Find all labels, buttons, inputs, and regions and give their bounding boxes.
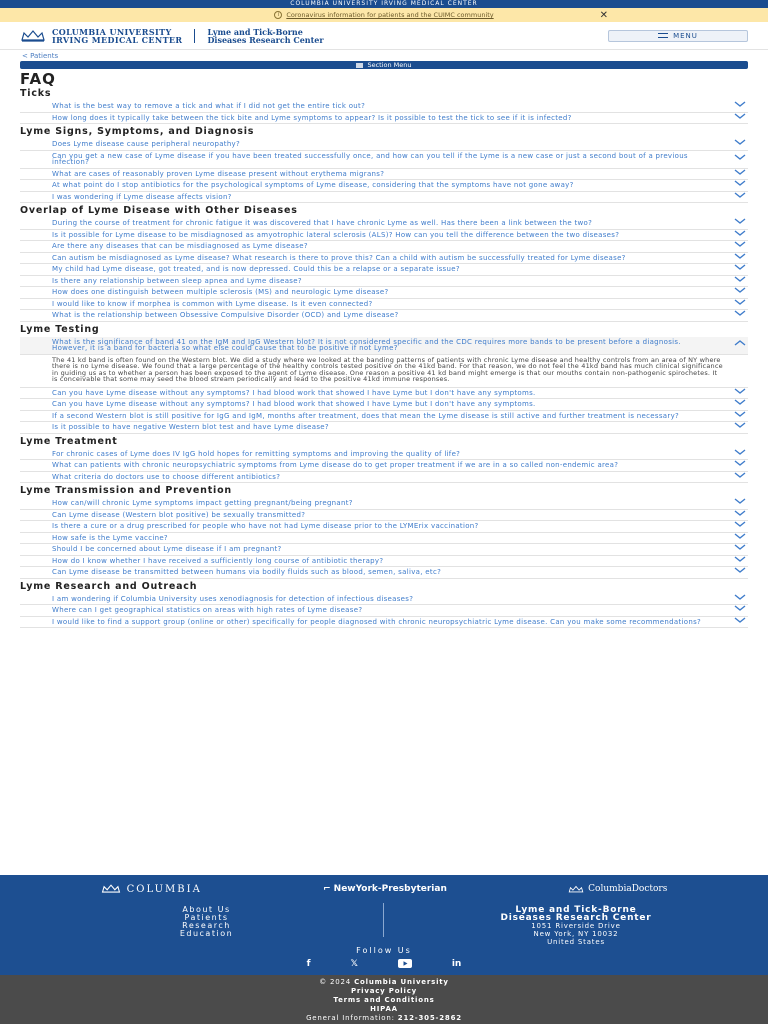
faq-question-text: For chronic cases of Lyme does IV IgG hold hopes for remitting symptoms and improving the quality of life? xyxy=(52,449,461,458)
follow-us-label: Follow Us xyxy=(356,946,412,955)
faq-category-heading: Lyme Transmission and Prevention xyxy=(20,485,232,496)
chevron-up-icon[interactable] xyxy=(734,340,742,348)
chevron-down-icon[interactable] xyxy=(734,533,742,541)
faq-category-heading: Ticks xyxy=(20,88,52,99)
linkedin-icon[interactable]: in xyxy=(451,959,462,969)
copyright: © 2024 Columbia University xyxy=(319,978,449,986)
chevron-down-icon[interactable] xyxy=(734,241,742,249)
crown-icon xyxy=(568,885,584,894)
faq-question[interactable] xyxy=(20,192,748,204)
faq-question[interactable] xyxy=(20,180,748,192)
faq-question-text: What is the best way to remove a tick and what if I did not get the entire tick out? xyxy=(52,102,366,110)
faq-question[interactable] xyxy=(20,337,748,355)
faq-question-text: I would like to know if morphea is common with Lyme disease. Is it even connected? xyxy=(52,299,373,308)
faq-question-text: During the course of treatment for chronic fatigue it was discovered that I have chronic Lyme as well. Has there been a link between the two? xyxy=(52,219,593,227)
terms-link[interactable]: Terms and Conditions xyxy=(333,996,435,1004)
faq-question[interactable] xyxy=(20,218,748,230)
chevron-down-icon[interactable] xyxy=(734,594,742,602)
info-icon: i xyxy=(274,11,282,19)
chevron-down-icon[interactable] xyxy=(734,556,742,564)
faq-category-heading: Lyme Research and Outreach xyxy=(20,580,198,592)
crown-icon[interactable] xyxy=(20,30,46,42)
faq-question-text: How safe is the Lyme vaccine? xyxy=(52,533,168,542)
faq-question-text: How can/will chronic Lyme symptoms impact getting pregnant/being pregnant? xyxy=(52,499,353,507)
chevron-down-icon[interactable] xyxy=(734,287,742,295)
chevron-down-icon[interactable] xyxy=(734,460,742,468)
faq-question[interactable] xyxy=(20,299,748,311)
faq-question-text: How do I know whether I have received a sufficiently long course of antibiotic therapy? xyxy=(52,556,384,565)
faq-category-heading: Overlap of Lyme Disease with Other Diseases xyxy=(20,205,298,216)
footer-columbia-logo[interactable]: COLUMBIA xyxy=(101,884,202,895)
chevron-down-icon[interactable] xyxy=(734,498,742,506)
faq-question[interactable] xyxy=(20,533,748,545)
footer-link-research[interactable]: Research xyxy=(182,921,231,930)
center-name[interactable]: Lyme and Tick-Borne Diseases Research Center xyxy=(207,26,324,45)
footer-address: Lyme and Tick-Borne Diseases Research Center 1051 Riverside Drive New York, NY 10032 United States xyxy=(500,905,652,946)
faq-question[interactable] xyxy=(20,151,748,169)
faq-question[interactable] xyxy=(20,287,748,299)
chevron-down-icon[interactable] xyxy=(734,192,742,200)
faq-question-text: How long does it typically take between the tick bite and Lyme symptoms to appear? Is it possible to test the tick to see if it is infected? xyxy=(52,113,572,122)
faq-category-heading: Lyme Treatment xyxy=(20,435,118,447)
header-divider xyxy=(194,29,195,43)
faq-question[interactable] xyxy=(20,510,748,522)
hamburger-icon xyxy=(658,33,668,38)
faq-question[interactable] xyxy=(20,241,748,253)
faq-question-text: Is it possible to have negative Western blot test and have Lyme disease? xyxy=(52,423,329,431)
faq-question[interactable] xyxy=(20,264,748,276)
youtube-icon[interactable] xyxy=(398,959,412,971)
chevron-down-icon[interactable] xyxy=(734,449,742,457)
nyp-mark-icon: ⌐ xyxy=(323,884,331,894)
footer-link-education[interactable]: Education xyxy=(179,929,234,938)
faq-question-text: What is the relationship between Obsessive Compulsive Disorder (OCD) and Lyme disease? xyxy=(52,311,399,319)
chevron-down-icon[interactable] xyxy=(734,567,742,575)
faq-question-text: Can Lyme disease (Western blot positive) be sexually transmitted? xyxy=(52,510,306,519)
faq-question-text: Can you have Lyme disease without any symptoms? I had blood work that showed I have Lyme but I don't have any symptoms. xyxy=(52,388,536,397)
chevron-down-icon[interactable] xyxy=(734,510,742,518)
x-twitter-icon[interactable]: 𝕏 xyxy=(350,959,358,969)
page-title: FAQ xyxy=(20,70,56,88)
faq-category-heading: Lyme Signs, Symptoms, and Diagnosis xyxy=(20,126,255,137)
chevron-down-icon[interactable] xyxy=(734,253,742,261)
chevron-down-icon[interactable] xyxy=(734,154,742,162)
crown-icon xyxy=(101,884,121,894)
chevron-down-icon[interactable] xyxy=(734,113,742,121)
faq-question-text: What criteria do doctors use to choose different antibiotics? xyxy=(52,472,281,481)
menu-icon xyxy=(356,63,363,68)
chevron-down-icon[interactable] xyxy=(734,264,742,272)
faq-question-text: Does Lyme disease cause peripheral neuropathy? xyxy=(52,140,241,148)
faq-question-text: Where can I get geographical statistics on areas with high rates of Lyme disease? xyxy=(52,606,363,614)
faq-question[interactable] xyxy=(20,605,748,617)
faq-question[interactable] xyxy=(20,617,748,629)
faq-question-text: Are there any diseases that can be misdiagnosed as Lyme disease? xyxy=(52,242,308,250)
faq-question-text: What are cases of reasonably proven Lyme disease present without erythema migrans? xyxy=(52,169,385,178)
chevron-down-icon[interactable] xyxy=(734,299,742,307)
chevron-down-icon[interactable] xyxy=(734,521,742,529)
faq-question-text: Is there a cure or a drug prescribed for people who have not had Lyme disease prior to the LYMErix vaccination? xyxy=(52,522,479,530)
faq-question-text: Can you get a new case of Lyme disease if you have been treated successfully once, and how can you tell if the Lyme is a new case or just a second bout of a previous infection? xyxy=(52,151,688,166)
faq-question-text: Can Lyme disease be transmitted between humans via bodily fluids such as blood, semen, saliva, etc? xyxy=(52,568,442,576)
chevron-down-icon[interactable] xyxy=(734,388,742,396)
privacy-policy-link[interactable]: Privacy Policy xyxy=(350,987,418,995)
faq-question[interactable] xyxy=(20,139,748,151)
chevron-down-icon[interactable] xyxy=(734,472,742,480)
faq-question[interactable] xyxy=(20,521,748,533)
chevron-down-icon[interactable] xyxy=(734,544,742,552)
faq-answer: The 41 kd band is often found on the Western blot. We did a study where we looked at the banding patterns of patients with chronic Lyme disease and healthy controls from an area of NY where there is no Lyme disease. We found that a large percentage of the healthy controls tested positive on the 41kd band. For that reason, we do not feel the 41kd band has much clinical significance in guiding us as to whether a person has been exposed to the agent of Lyme disease. One reason a positive 41 kd band might emerge is that our mouths contain non-pathogenic spirochetes. It is conceivable that some may seed the blood stream periodically and lead to the positive 41kd immune responses. xyxy=(20,355,748,388)
menu-button[interactable]: MENU xyxy=(608,30,748,42)
chevron-down-icon[interactable] xyxy=(734,310,742,318)
faq-category-heading: Lyme Testing xyxy=(20,323,100,335)
faq-question-text: I am wondering if Columbia University uses xenodiagnosis for detection of infectious diseases? xyxy=(52,594,414,603)
hipaa-link[interactable]: HIPAA xyxy=(370,1005,398,1013)
faq-question[interactable] xyxy=(20,310,748,322)
faq-question-text: How does one distinguish between multiple sclerosis (MS) and neurologic Lyme disease? xyxy=(52,288,389,296)
faq-question-text: I would like to find a support group (online or other) specifically for people diagnosed with chronic neuropsychiatric Lyme disease. Can you make some recommendations? xyxy=(52,617,702,626)
faq-question[interactable] xyxy=(20,169,748,181)
faq-question-text: If a second Western blot is still positive for IgG and IgM, months after treatment, does that mean the Lyme disease is still active and further treatment is necessary? xyxy=(52,411,680,420)
facebook-icon[interactable]: f xyxy=(306,959,311,969)
faq-question[interactable] xyxy=(20,276,748,288)
faq-question[interactable] xyxy=(20,498,748,510)
faq-question-text: What can patients with chronic neuropsychiatric symptoms from Lyme disease do to get proper treatment if we are in a so called non-endemic area? xyxy=(52,461,619,469)
chevron-down-icon[interactable] xyxy=(734,411,742,419)
faq-question[interactable] xyxy=(20,594,748,606)
social-links xyxy=(0,959,768,971)
top-strip: COLUMBIA UNIVERSITY IRVING MEDICAL CENTER xyxy=(0,0,768,8)
footer-link-patients[interactable]: Patients xyxy=(184,913,229,922)
faq-question[interactable] xyxy=(20,422,748,434)
faq-question[interactable] xyxy=(20,472,748,484)
footer-nyp-logo[interactable]: ⌐ NewYork-Presbyterian xyxy=(323,884,447,894)
chevron-down-icon[interactable] xyxy=(734,605,742,613)
faq-question-text: My child had Lyme disease, got treated, and is now depressed. Could this be a relapse or a separate issue? xyxy=(52,265,460,273)
faq-question[interactable] xyxy=(20,113,748,125)
chevron-down-icon[interactable] xyxy=(734,180,742,188)
chevron-down-icon[interactable] xyxy=(734,230,742,238)
legal-footer xyxy=(0,975,768,1024)
faq-question-text: Can you have Lyme disease without any symptoms? I had blood work that showed I have Lyme but I don't have any symptoms. xyxy=(52,400,536,408)
chevron-down-icon[interactable] xyxy=(734,422,742,430)
breadcrumb-patients[interactable]: < Patients xyxy=(22,52,59,60)
chevron-down-icon[interactable] xyxy=(734,169,742,177)
faq-question[interactable] xyxy=(20,544,748,556)
faq-question-text: Can autism be misdiagnosed as Lyme disease? What research is there to prove this? Can a child with autism be successfully treated for Lyme disease? xyxy=(52,253,626,262)
section-menu-button[interactable]: Section Menu xyxy=(20,61,748,69)
footer-link-about[interactable]: About Us xyxy=(182,905,231,914)
faq-question-text: What is the significance of band 41 on the IgM and IgG Western blot? It is not considered specific and the CDC requires more bands to be present before a diagnosis. However, it is a band for bacteria so what else could cause that to be positive if not Lyme? xyxy=(52,337,681,352)
site-header xyxy=(0,22,768,50)
faq-question[interactable] xyxy=(20,460,748,472)
faq-question[interactable] xyxy=(20,230,748,242)
faq-question[interactable] xyxy=(20,101,748,113)
chevron-down-icon[interactable] xyxy=(734,617,742,625)
chevron-down-icon[interactable] xyxy=(734,218,742,226)
faq-question[interactable] xyxy=(20,388,748,400)
chevron-down-icon[interactable] xyxy=(734,399,742,407)
faq-question[interactable] xyxy=(20,567,748,579)
faq-question[interactable] xyxy=(20,399,748,411)
footer-columbiadoctors-logo[interactable]: ColumbiaDoctors xyxy=(568,884,667,894)
site-footer xyxy=(0,875,768,975)
chevron-down-icon[interactable] xyxy=(734,101,742,109)
faq-question[interactable] xyxy=(20,449,748,461)
faq-question[interactable] xyxy=(20,411,748,423)
faq-question-text: Should I be concerned about Lyme disease if I am pregnant? xyxy=(52,545,282,553)
chevron-down-icon[interactable] xyxy=(734,139,742,147)
covid-banner[interactable] xyxy=(0,8,768,22)
faq-question-text: I was wondering if Lyme disease affects vision? xyxy=(52,192,232,201)
general-info: General Information: 212-305-2862 xyxy=(306,1014,462,1022)
faq-question[interactable] xyxy=(20,556,748,568)
covid-banner-text[interactable]: Coronavirus information for patients and the CUIMC community xyxy=(286,11,494,19)
faq-question-text: At what point do I stop antibiotics for the psychological symptoms of Lyme disease, considering that the symptoms have not gone away? xyxy=(52,181,574,189)
university-brand[interactable]: COLUMBIA UNIVERSITY IRVING MEDICAL CENTER xyxy=(52,26,183,45)
footer-links xyxy=(0,903,383,943)
faq-content xyxy=(0,72,768,628)
faq-question[interactable] xyxy=(20,253,748,265)
general-info-phone[interactable]: 212-305-2862 xyxy=(397,1014,462,1022)
chevron-down-icon[interactable] xyxy=(734,276,742,284)
close-icon[interactable]: ✕ xyxy=(599,9,608,21)
faq-question-text: Is there any relationship between sleep apnea and Lyme disease? xyxy=(52,276,302,285)
faq-question-text: Is it possible for Lyme disease to be misdiagnosed as amyotrophic lateral sclerosis (ALS)? How can you tell the difference between the two diseases? xyxy=(52,230,620,239)
